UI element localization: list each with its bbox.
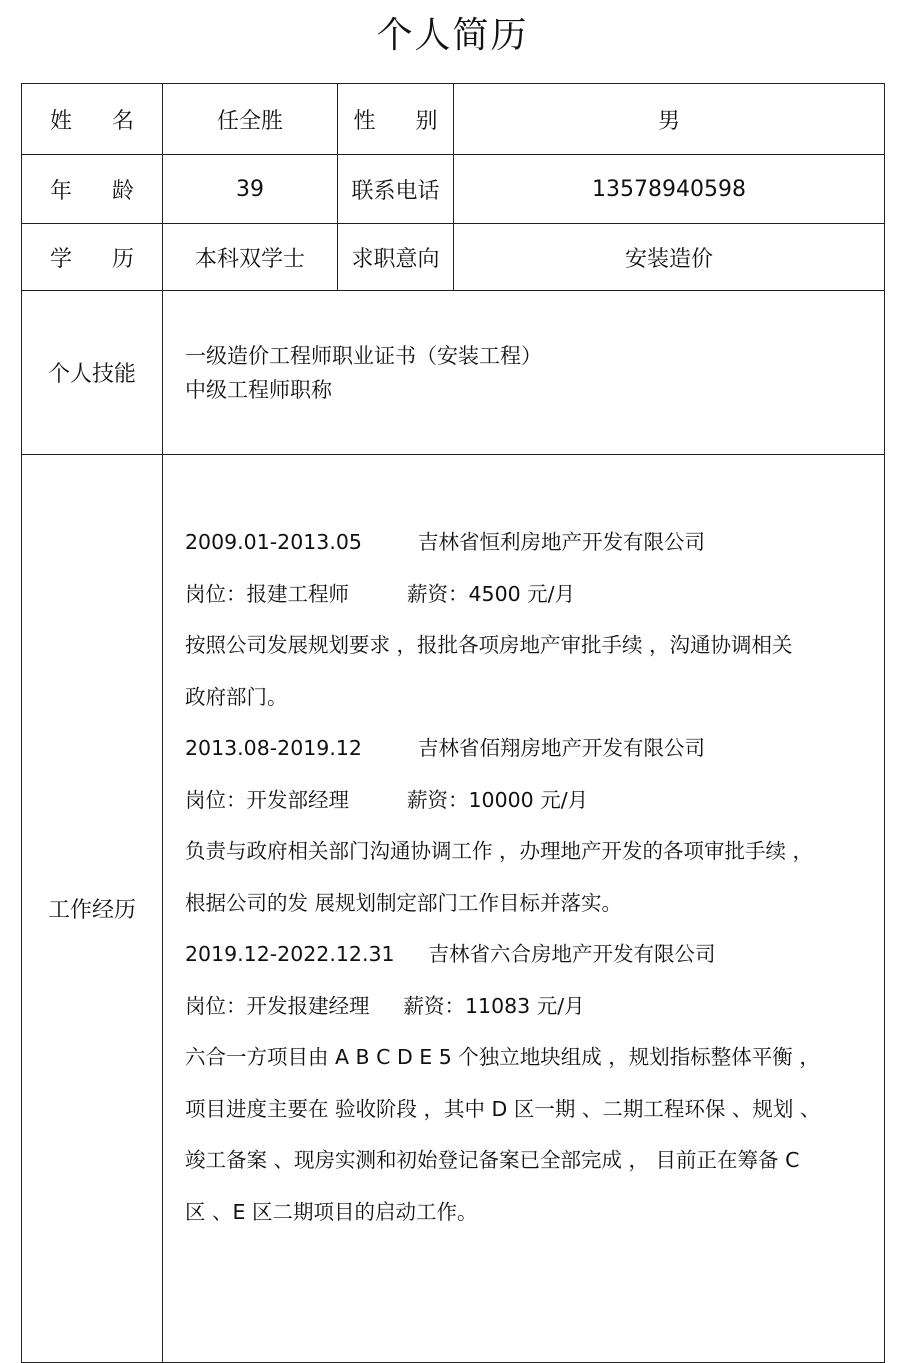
intent-label: 求职意向 [338,224,454,291]
gender-value: 男 [454,84,885,155]
job-entry-2 [185,723,876,929]
skills-label: 个人技能 [22,291,163,455]
age-label [22,155,163,224]
gender-label-char-1: 性 [353,108,376,134]
age-value: 39 [163,155,338,224]
skill-item: 中级工程师职称 [185,377,332,402]
name-label-char-2: 名 [112,108,135,134]
job-salary: 薪资：10000 元/月 [407,787,589,812]
page-title: 个人简历 [376,15,529,56]
job-position: 岗位：报建工程师 [185,581,349,606]
gender-label-char-2: 别 [415,108,438,134]
job-company: 吉林省佰翔房地产开发有限公司 [417,736,705,760]
education-value: 本科双学士 [163,224,338,291]
skills-content [163,291,885,455]
name-label-char-1: 姓 [49,108,72,134]
work-content [163,455,885,1363]
job-header [185,517,876,569]
resume-table [21,83,885,1363]
job-position: 岗位：开发部经理 [185,787,349,812]
job-meta [185,569,876,621]
job-description-line: 政府部门。 [185,684,288,709]
name-value: 任全胜 [163,84,338,155]
job-header [185,929,876,981]
job-company: 吉林省恒利房地产开发有限公司 [417,530,705,554]
education-label [22,224,163,291]
gender-label [338,84,454,155]
work-label: 工作经历 [22,455,163,1363]
job-entry-1 [185,517,876,723]
job-period: 2013.08-2019.12 [185,736,362,760]
job-meta [185,981,876,1033]
job-salary: 薪资：4500 元/月 [407,581,576,606]
job-header [185,723,876,775]
row-work [22,455,885,1363]
name-label [22,84,163,155]
age-label-char-1: 年 [49,178,72,204]
job-meta [185,775,876,827]
education-label-char-2: 历 [112,246,135,272]
job-description-line: 竣工备案 、现房实测和初始登记备案已全部完成 ， 目前正在筹备 C [185,1148,800,1172]
job-description-line: 按照公司发展规划要求 ，报批各项房地产审批手续 ，沟通协调相关 [185,633,793,657]
job-salary: 薪资：11083 元/月 [403,993,585,1018]
job-position: 岗位：开发报建经理 [185,993,370,1018]
job-period: 2019.12-2022.12.31 [185,942,395,966]
row-age-phone [22,155,885,224]
row-skills [22,291,885,455]
phone-label: 联系电话 [338,155,454,224]
row-education-intent [22,224,885,291]
age-label-char-2: 龄 [112,178,135,204]
phone-value: 13578940598 [454,155,885,224]
job-entry-3 [185,929,876,1238]
intent-value: 安装造价 [454,224,885,291]
row-name-gender [22,84,885,155]
skill-item: 一级造价工程师职业证书（安装工程） [185,343,542,368]
job-description-line: 负责与政府相关部门沟通协调工作 ，办理地产开发的各项审批手续 ， [185,839,814,863]
job-description-line: 六合一方项目由 A B C D E 5 个独立地块组成 ，规划指标整体平衡 ， [185,1045,820,1069]
job-company: 吉林省六合房地产开发有限公司 [428,942,716,966]
job-description-line: 项目进度主要在 验收阶段 ，其中 D 区一期 、二期工程环保 、规划 、 [185,1096,821,1121]
job-description-line: 区 、E 区二期项目的启动工作。 [185,1199,478,1224]
education-label-char-1: 学 [49,246,72,272]
job-description-line: 根据公司的发 展规划制定部门工作目标并落实。 [185,890,623,915]
job-period: 2009.01-2013.05 [185,530,362,554]
